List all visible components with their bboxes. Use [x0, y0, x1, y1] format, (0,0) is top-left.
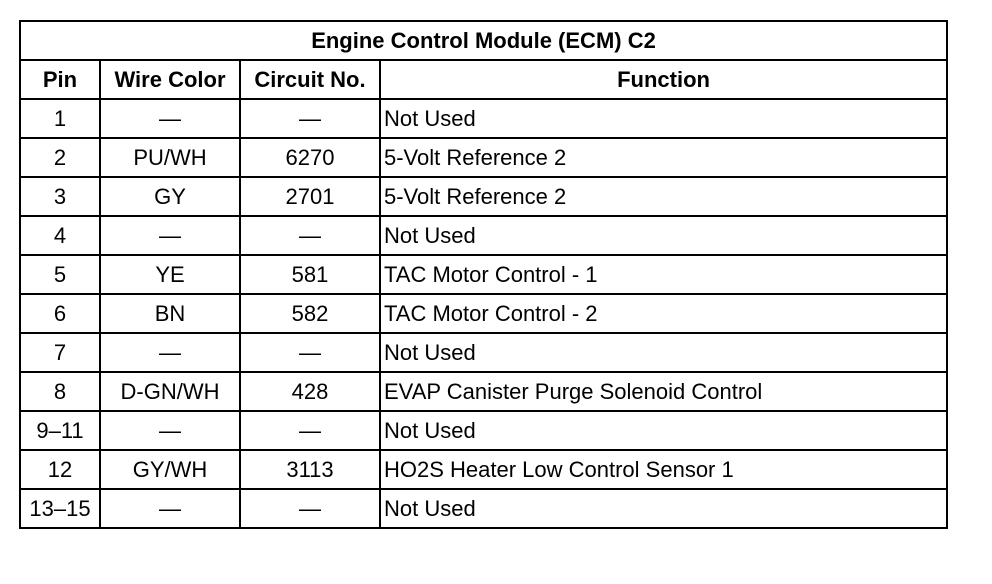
pin-cell: 2 — [20, 138, 100, 177]
wire-color-cell: — — [100, 411, 240, 450]
circuit-no-cell: — — [240, 489, 380, 528]
pin-cell: 4 — [20, 216, 100, 255]
wire-color-cell: GY/WH — [100, 450, 240, 489]
pin-cell: 9–11 — [20, 411, 100, 450]
table-title: Engine Control Module (ECM) C2 — [20, 21, 947, 60]
table-row — [20, 450, 947, 489]
function-cell: Not Used — [380, 333, 947, 372]
table-header-row — [20, 60, 947, 99]
table-row — [20, 99, 947, 138]
circuit-no-cell: 3113 — [240, 450, 380, 489]
pin-cell: 12 — [20, 450, 100, 489]
circuit-no-cell: — — [240, 216, 380, 255]
circuit-no-cell: 2701 — [240, 177, 380, 216]
table-row — [20, 138, 947, 177]
header-circuit-no: Circuit No. — [240, 60, 380, 99]
table-row — [20, 333, 947, 372]
function-cell: 5-Volt Reference 2 — [380, 138, 947, 177]
function-cell: TAC Motor Control - 2 — [380, 294, 947, 333]
table-title-row — [20, 21, 947, 60]
connector-pinout-table — [19, 20, 948, 529]
circuit-no-cell: — — [240, 99, 380, 138]
pin-cell: 13–15 — [20, 489, 100, 528]
circuit-no-cell: 6270 — [240, 138, 380, 177]
wire-color-cell: PU/WH — [100, 138, 240, 177]
function-cell: HO2S Heater Low Control Sensor 1 — [380, 450, 947, 489]
wire-color-cell: — — [100, 216, 240, 255]
table-row — [20, 489, 947, 528]
table-row — [20, 216, 947, 255]
circuit-no-cell: — — [240, 411, 380, 450]
header-function: Function — [380, 60, 947, 99]
table-row — [20, 411, 947, 450]
pin-cell: 6 — [20, 294, 100, 333]
wire-color-cell: BN — [100, 294, 240, 333]
wire-color-cell: D-GN/WH — [100, 372, 240, 411]
table-row — [20, 294, 947, 333]
circuit-no-cell: 428 — [240, 372, 380, 411]
header-pin: Pin — [20, 60, 100, 99]
circuit-no-cell: — — [240, 333, 380, 372]
circuit-no-cell: 582 — [240, 294, 380, 333]
function-cell: 5-Volt Reference 2 — [380, 177, 947, 216]
table-row — [20, 255, 947, 294]
function-cell: Not Used — [380, 216, 947, 255]
wire-color-cell: GY — [100, 177, 240, 216]
function-cell: Not Used — [380, 489, 947, 528]
table-row — [20, 372, 947, 411]
pin-cell: 1 — [20, 99, 100, 138]
wire-color-cell: — — [100, 99, 240, 138]
wire-color-cell: YE — [100, 255, 240, 294]
function-cell: Not Used — [380, 99, 947, 138]
function-cell: TAC Motor Control - 1 — [380, 255, 947, 294]
wire-color-cell: — — [100, 333, 240, 372]
table-row — [20, 177, 947, 216]
function-cell: Not Used — [380, 411, 947, 450]
pin-cell: 8 — [20, 372, 100, 411]
pin-cell: 7 — [20, 333, 100, 372]
function-cell: EVAP Canister Purge Solenoid Control — [380, 372, 947, 411]
pin-cell: 3 — [20, 177, 100, 216]
circuit-no-cell: 581 — [240, 255, 380, 294]
wire-color-cell: — — [100, 489, 240, 528]
header-wire-color: Wire Color — [100, 60, 240, 99]
pin-cell: 5 — [20, 255, 100, 294]
